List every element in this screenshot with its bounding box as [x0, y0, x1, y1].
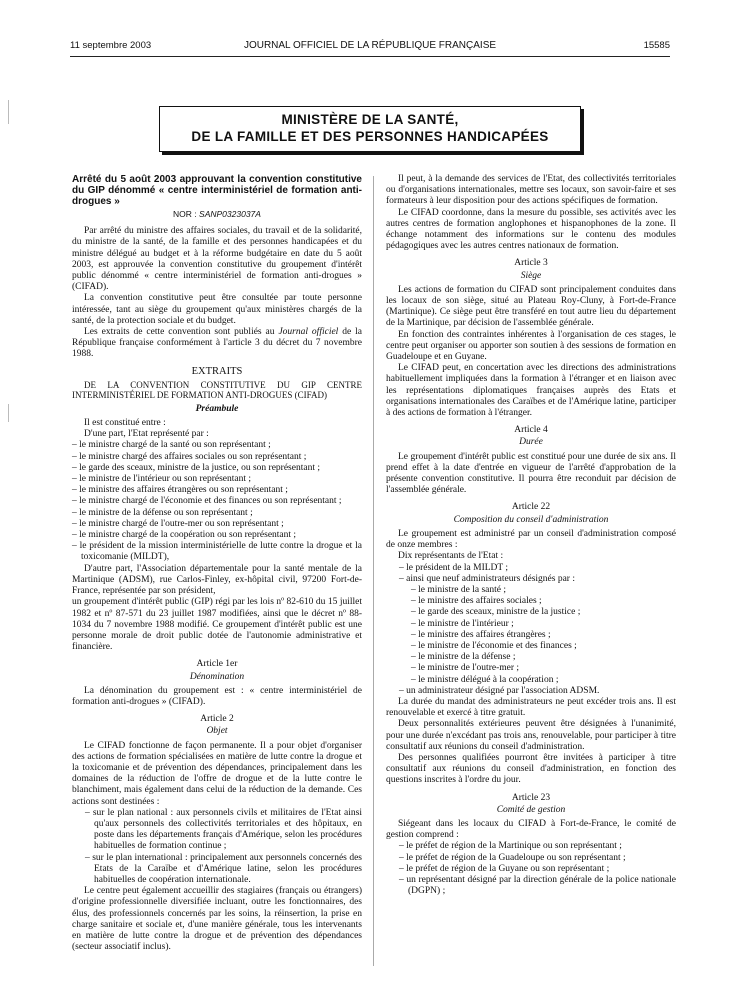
list-item: – le ministre délégué à la coopération ; — [411, 674, 559, 685]
list-item: – le garde des sceaux, ministre de la justice, ou son représentant ; — [72, 462, 320, 473]
article-heading: Article 1er — [196, 659, 238, 670]
list-item: – le ministre de l'intérieur ou son représentant ; — [72, 474, 251, 485]
paragraph: Le CIFAD fonctionne de façon permanente. Il a pour objet d'organiser des actions de formation spécialisées en matière de lutte contre la drogue et la toxicomanie et de prévention des dépendances, principalement dans les domaines de la réduction de l'offre de drogue et de la lutte contre le blanchiment, mais également dans celui de la réduction de la demande. Ces actions sont destinées : — [72, 740, 362, 807]
article-subheading: Siège — [520, 270, 542, 281]
list-item: – le président de la mission interministérielle de lutte contre la drogue et la toxicomanie (MILDT), — [72, 541, 362, 563]
article-heading: Article 22 — [511, 502, 551, 513]
paragraph: Les extraits de cette convention sont publiés au Journal officiel de la République française conformément à l'article 3 du décret du 7 novembre 1988. — [72, 327, 363, 360]
preambule-heading: Préambule — [195, 403, 239, 414]
article-heading: Article 2 — [200, 714, 234, 725]
list-item: – le ministre de la défense ; — [411, 652, 516, 663]
paragraph: Siégeant dans les locaux du CIFAD à Fort-de-France, le comité de gestion comprend : — [386, 818, 676, 841]
adsm-list — [386, 686, 676, 697]
nor-code: SANP0323037A — [199, 209, 261, 219]
decree-title: Arrêté du 5 août 2003 approuvant la convention constitutive du GIP dénommé « centre interministériel de formation anti-drogues » — [72, 174, 362, 207]
list-item: – le ministre chargé des affaires sociales ou son représentant ; — [72, 451, 307, 462]
paragraph: Le groupement d'intérêt public est constitué pour une durée de six ans. Il prend effet à la date d'entrée en vigueur de l'arrêté d'approbation de la présente convention constitutive. Il pourra être reconduit par décision de l'assemblée générale. — [386, 451, 676, 496]
paragraph: Le groupement est administré par un conseil d'administration composé de onze membres : — [386, 528, 676, 551]
paragraph: En fonction des contraintes inhérentes à l'organisation de ces stages, le centre peut organiser ou apporter son soutien à des sessions de formation en Guadeloupe et en Guyane. — [386, 329, 676, 363]
administrators-list — [386, 585, 676, 686]
margin-mark — [8, 404, 9, 422]
list-item: – le ministre chargé de la santé ou son représentant ; — [72, 440, 271, 451]
nor-reference — [72, 209, 362, 220]
article-heading: Article 3 — [514, 258, 548, 269]
right-column — [386, 174, 676, 897]
state-representatives-list — [72, 440, 362, 563]
convention-heading: DE LA CONVENTION CONSTITUTIVE DU GIP CENTRE INTERMINISTÉRIEL DE FORMATION ANTI-DROGUES (CIFAD) — [72, 379, 362, 401]
left-column — [72, 174, 362, 953]
list-item: – un administrateur désigné par l'association ADSM. — [399, 685, 600, 696]
list-item: – le ministre chargé de la coopération ou son représentant ; — [72, 530, 297, 541]
list-item: – le ministre des affaires sociales ; — [411, 596, 542, 607]
paragraph: Le CIFAD coordonne, dans la mesure du possible, ses activités avec les autres centres de formation anglophones et hispanophones de la zone. Il échange notamment des informations sur le contenu des modules pédagogiques avec les autres centres nationaux de formation. — [386, 207, 676, 252]
header-date: 11 septembre 2003 — [70, 40, 152, 51]
article-subheading: Comité de gestion — [496, 804, 566, 815]
paragraph: Il peut, à la demande des services de l'Etat, des collectivités territoriales ou d'organisations internationales, mettre ses locaux, son savoir-faire et ses formateurs à leur disposition pour des actions spécifiques de formation. — [386, 174, 676, 207]
paragraph: D'une part, l'Etat représenté par : — [84, 429, 209, 440]
list-item: – le ministre de la santé ; — [411, 584, 506, 595]
header-journal-title: JOURNAL OFFICIEL DE LA RÉPUBLIQUE FRANÇAISE — [243, 40, 497, 51]
management-committee-list — [386, 841, 676, 897]
article-subheading: Dénomination — [189, 671, 245, 682]
paragraph: La convention constitutive peut être consultée par toute personne intéressée, tant au siège du groupement qu'aux ministères chargés de la santé, de la protection sociale et du budget. — [72, 293, 362, 326]
list-item: – le ministre des affaires étrangères ou son représentant ; — [72, 485, 288, 496]
list-item: – le garde des sceaux, ministre de la justice ; — [411, 607, 581, 618]
paragraph: La durée du mandat des administrateurs ne peut excéder trois ans. Il est renouvelable et exercé à titre gratuit. — [386, 696, 676, 719]
list-item: – ainsi que neuf administrateurs désignés par : — [399, 573, 575, 584]
ministry-box — [159, 106, 581, 152]
list-item: – le ministre de la défense ou son représentant ; — [72, 507, 253, 518]
list-item: – le préfet de région de la Guyane ou son représentant ; — [399, 863, 610, 874]
column-divider — [373, 176, 374, 966]
paragraph: Le centre peut également accueillir des stagiaires (français ou étrangers) d'origine professionnelle diversifiée incluant, outre les fonctionnaires, des élus, des professionnels concernés par les soins, la réinsertion, la prise en charge sanitaire et sociale et, d'une manière générale, tous les intervenants en matière de lutte contre la drogue et de prévention des dépendances (secteur associatif inclus). — [72, 886, 362, 953]
list-item: – sur le plan national : aux personnels civils et militaires de l'Etat ainsi qu'aux personnels des collectivités territoriales et des hôpitaux, en poste dans les départements français d'Amérique, selon les procédures habituelles de formation continue ; — [85, 807, 362, 852]
list-item: – le ministre de l'intérieur ; — [411, 618, 514, 629]
article-2-list — [72, 808, 362, 886]
board-list — [386, 563, 676, 585]
paragraph: Il est constitué entre : — [84, 418, 166, 429]
list-item: – sur le plan international : principalement aux personnels concernés des Etats de la Caraïbe et d'Amérique latine, selon les procédures habituelles de coopération internationale. — [85, 852, 362, 885]
margin-mark — [8, 100, 9, 124]
paragraph: Des personnes qualifiées pourront être invitées à participer à titre consultatif aux réunions du conseil d'administration, en fonction des questions inscrites à l'ordre du jour. — [386, 752, 676, 786]
article-heading: Article 23 — [511, 792, 551, 803]
header-rule — [70, 56, 670, 57]
list-item: – le ministre chargé de l'économie et des finances ou son représentant ; — [72, 496, 342, 507]
list-item: – le ministre des affaires étrangères ; — [411, 629, 551, 640]
extraits-heading: EXTRAITS — [191, 365, 243, 377]
paragraph: Le CIFAD peut, en concertation avec les directions des administrations habituellement impliquées dans la formation à l'étranger et en liaison avec les représentations diplomatiques françaises auprès des Etats et organisations internationales des Caraïbes et de l'Amérique latine, participer à des actions de formation à l'étranger. — [386, 363, 676, 419]
list-item: – le ministre de l'outre-mer ; — [411, 663, 520, 674]
paragraph: D'autre part, l'Association départementale pour la santé mentale de la Martinique (ADSM), rue Carlos-Finley, ex-hôpital civil, 97200 Fort-de-France, représentée par son président, — [72, 563, 362, 597]
article-subheading: Objet — [206, 726, 228, 737]
list-item: – le président de la MILDT ; — [399, 562, 509, 573]
paragraph: Deux personnalités extérieures peuvent être désignées à l'unanimité, pour une durée n'excédant pas trois ans, renouvelable, pour participer à titre consultatif aux réunions du conseil d'administration. — [386, 719, 676, 752]
paragraph: La dénomination du groupement est : « centre interministériel de formation anti-drogues » (CIFAD). — [72, 685, 362, 707]
nor-label: NOR : — [173, 209, 197, 219]
ministry-line-2: DE LA FAMILLE ET DES PERSONNES HANDICAPÉES — [191, 129, 549, 144]
article-heading: Article 4 — [514, 425, 548, 436]
paragraph: un groupement d'intérêt public (GIP) régi par les lois nº 82-610 du 15 juillet 1982 et nº 87-571 du 23 juillet 1987 modifiées, ainsi que le décret nº 88-1034 du 7 novembre 1988 modifié. Ce groupement d'intérêt public est une personne morale de droit public dotée de l'autonomie administrative et financière. — [72, 597, 362, 653]
article-subheading: Durée — [519, 437, 543, 448]
ministry-line-1: MINISTÈRE DE LA SANTÉ, — [281, 112, 459, 127]
paragraph: Dix représentants de l'Etat : — [398, 551, 504, 562]
list-item: – le ministre de l'économie et des finances ; — [411, 640, 577, 651]
list-item: – le ministre chargé de l'outre-mer ou son représentant ; — [72, 518, 284, 529]
paragraph: Les actions de formation du CIFAD sont principalement conduites dans les locaux de son siège, situé au Plateau Roy-Cluny, à Fort-de-France (Martinique). Ce siège peut être transféré en tout autre lieu du département de la Martinique, par décision de l'assemblée générale. — [386, 284, 676, 329]
page-header — [70, 40, 670, 54]
header-page-number: 15585 — [643, 40, 670, 51]
list-item: – le préfet de région de la Guadeloupe ou son représentant ; — [399, 852, 626, 863]
article-subheading: Composition du conseil d'administration — [453, 514, 609, 525]
paragraph: Par arrêté du ministre des affaires sociales, du travail et de la solidarité, du ministre de la santé, de la famille et des personnes handicapées et du ministre délégué au budget et à la réforme budgétaire en date du 5 août 2003, est approuvée la convention constitutive du groupement d'intérêt public dénommé « centre interministériel de formation anti-drogues » (CIFAD). — [72, 226, 362, 293]
list-item: – le préfet de région de la Martinique ou son représentant ; — [399, 841, 622, 852]
list-item: – un représentant désigné par la direction générale de la police nationale (DGPN) ; — [399, 874, 676, 897]
